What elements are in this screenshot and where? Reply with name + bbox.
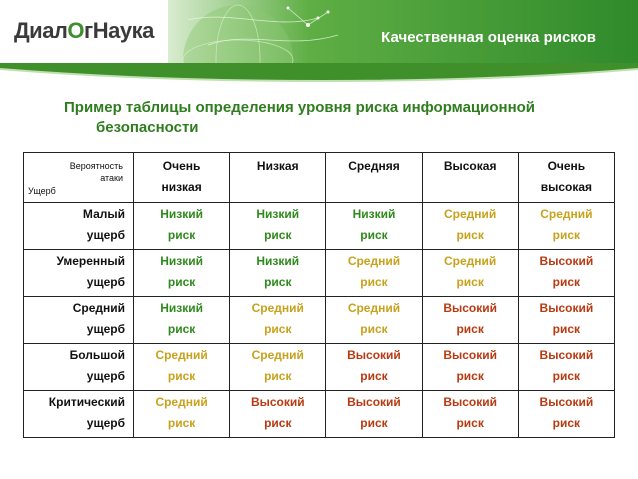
header [0, 0, 638, 63]
risk-cell: Низкий риск [326, 203, 422, 250]
column-header: Очень низкая [134, 153, 230, 203]
risk-cell: Высокий риск [422, 297, 518, 344]
row-header: Средний ущерб [24, 297, 134, 344]
page-title: Качественная оценка рисков [381, 29, 596, 46]
risk-cell: Низкий риск [134, 297, 230, 344]
risk-cell: Высокий риск [518, 250, 614, 297]
header-banner [168, 0, 638, 63]
table-row [24, 297, 615, 344]
risk-cell: Средний риск [422, 250, 518, 297]
table-corner-cell: Вероятность атаки Ущерб [24, 153, 134, 203]
logo: ДиалОгНаука [14, 18, 154, 43]
risk-cell: Низкий риск [134, 250, 230, 297]
risk-cell: Высокий риск [326, 344, 422, 391]
table-row [24, 250, 615, 297]
row-header: Критический ущерб [24, 391, 134, 438]
risk-cell: Средний риск [134, 344, 230, 391]
risk-cell: Средний риск [518, 203, 614, 250]
risk-cell: Высокий риск [326, 391, 422, 438]
row-header: Большой ущерб [24, 344, 134, 391]
subtitle: Пример таблицы определения уровня риска информационной безопасности [64, 99, 536, 136]
risk-cell: Высокий риск [230, 391, 326, 438]
risk-cell: Средний риск [230, 344, 326, 391]
table-row [24, 391, 615, 438]
column-header: Высокая [422, 153, 518, 203]
risk-cell: Средний риск [326, 297, 422, 344]
risk-cell: Низкий риск [230, 250, 326, 297]
risk-cell: Средний риск [326, 250, 422, 297]
risk-cell: Высокий риск [518, 391, 614, 438]
table-row [24, 344, 615, 391]
column-header: Средняя [326, 153, 422, 203]
risk-cell: Средний риск [422, 203, 518, 250]
risk-cell: Низкий риск [230, 203, 326, 250]
risk-cell: Средний риск [134, 391, 230, 438]
column-header: Очень высокая [518, 153, 614, 203]
risk-cell: Высокий риск [422, 344, 518, 391]
risk-cell: Средний риск [230, 297, 326, 344]
table-header-row [24, 153, 615, 203]
risk-matrix-table [23, 152, 615, 438]
risk-cell: Низкий риск [134, 203, 230, 250]
table-row [24, 203, 615, 250]
header-wave-divider [0, 63, 638, 87]
risk-cell: Высокий риск [518, 297, 614, 344]
row-header: Умеренный ущерб [24, 250, 134, 297]
risk-cell: Высокий риск [422, 391, 518, 438]
column-header: Низкая [230, 153, 326, 203]
row-header: Малый ущерб [24, 203, 134, 250]
risk-cell: Высокий риск [518, 344, 614, 391]
